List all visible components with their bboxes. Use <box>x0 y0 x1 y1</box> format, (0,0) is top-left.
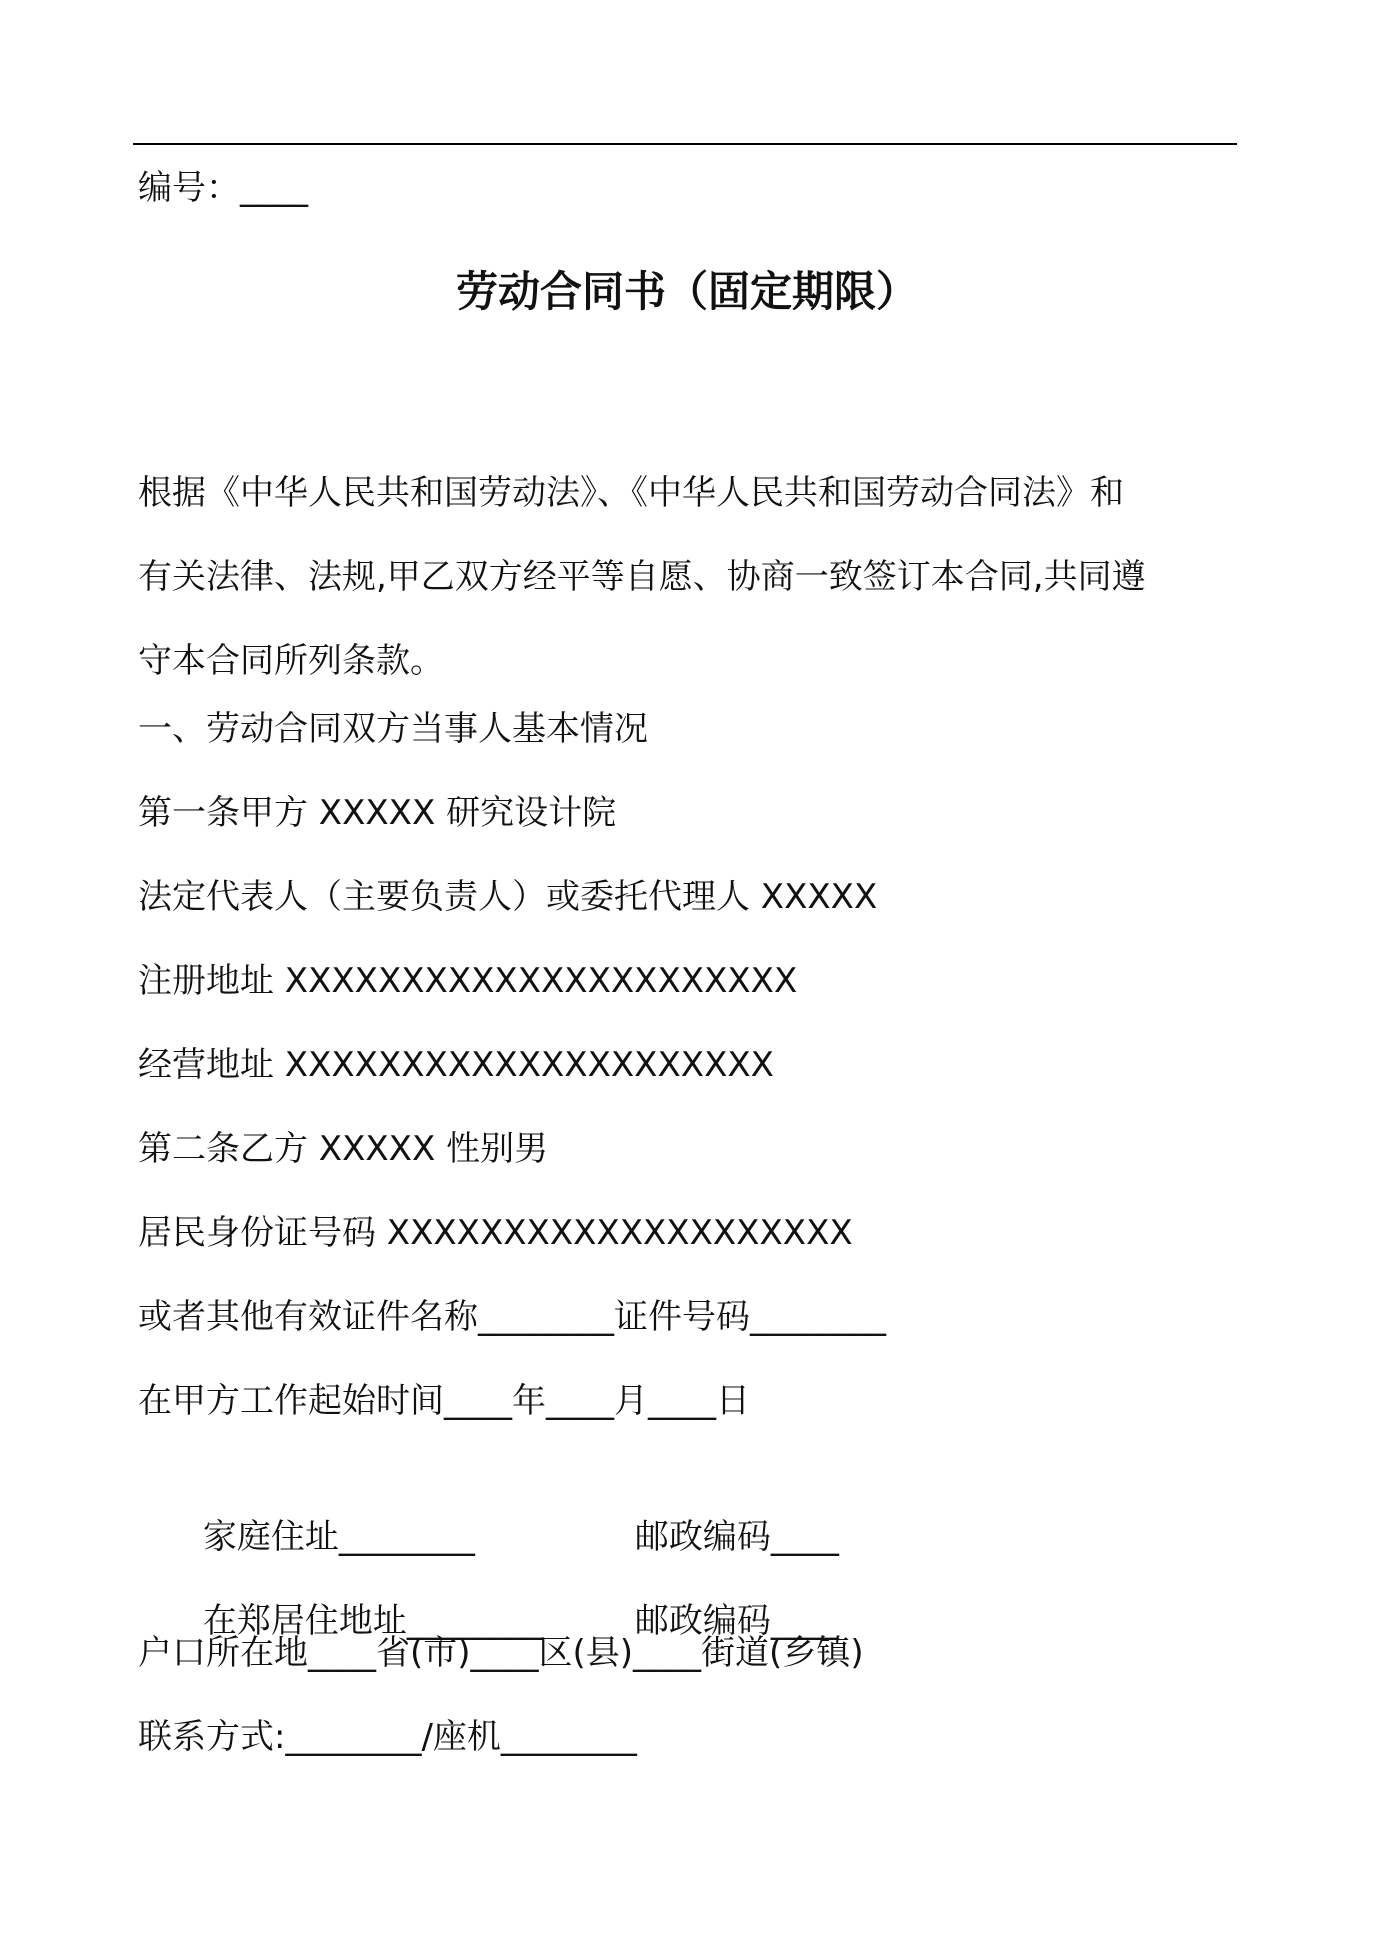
serial-number-label: 编号：____ <box>138 168 308 208</box>
home-address-field: 家庭住址________ <box>202 1517 475 1557</box>
zheng-postcode-field: 邮政编码____ <box>634 1601 839 1641</box>
intro-line-2: 有关法律、法规,甲乙双方经平等自愿、协商一致签订本合同,共同遵 <box>138 557 1146 597</box>
document-title: 劳动合同书（固定期限） <box>455 267 918 316</box>
party-b-name-line: 第二条乙方 XXXXX 性别男 <box>138 1129 549 1169</box>
zheng-address-field: 在郑居住地址________ <box>202 1601 543 1641</box>
header-rule <box>133 143 1237 145</box>
home-address-row <box>138 1459 1248 1557</box>
legal-representative-line: 法定代表人（主要负责人）或委托代理人 XXXXX <box>138 877 878 917</box>
registered-address-line: 注册地址 XXXXXXXXXXXXXXXXXXXXXX <box>138 961 798 1001</box>
intro-line-1: 根据《中华人民共和国劳动法》、《中华人民共和国劳动合同法》和 <box>138 473 1124 513</box>
other-id-line: 或者其他有效证件名称________证件号码________ <box>138 1297 886 1337</box>
intro-paragraph <box>138 451 1248 703</box>
home-postcode-field: 邮政编码____ <box>634 1517 839 1557</box>
start-date-line: 在甲方工作起始时间____年____月____日 <box>138 1381 750 1421</box>
party-info-list <box>138 703 1248 1795</box>
hukou-line: 户口所在地____省(市)____区(县)____街道(乡镇) <box>138 1633 864 1673</box>
business-address-line: 经营地址 XXXXXXXXXXXXXXXXXXXXX <box>138 1045 774 1085</box>
party-a-name-line: 第一条甲方 XXXXX 研究设计院 <box>138 793 617 833</box>
contact-line: 联系方式:________/座机________ <box>138 1717 637 1757</box>
intro-line-3: 守本合同所列条款。 <box>138 641 444 681</box>
id-number-line: 居民身份证号码 XXXXXXXXXXXXXXXXXXXX <box>138 1213 853 1253</box>
section-heading: 一、劳动合同双方当事人基本情况 <box>138 709 648 749</box>
